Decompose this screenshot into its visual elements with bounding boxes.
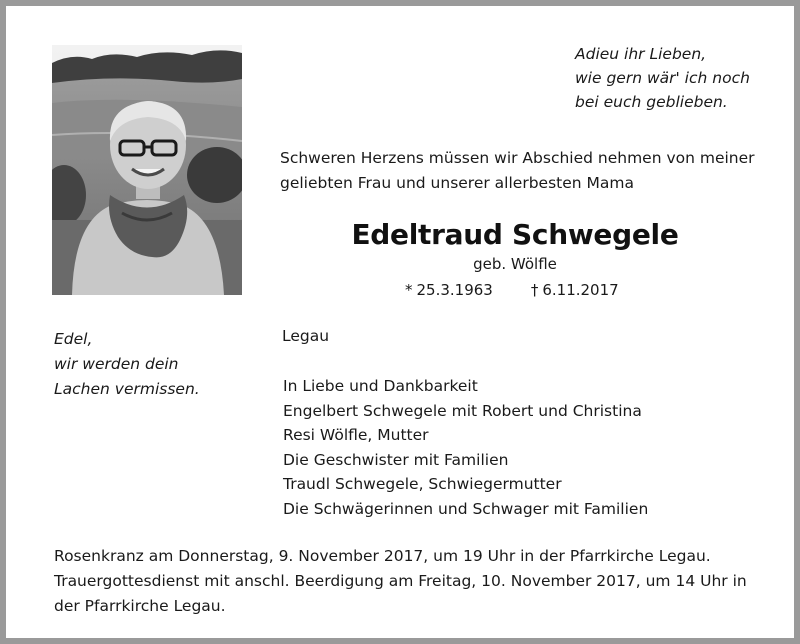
service-details [54, 544, 747, 619]
farewell-line: wir werden dein [54, 355, 179, 373]
mourner-line: Die Schwägerinnen und Schwager mit Familien [283, 499, 649, 518]
death-date: 6.11.2017 [542, 281, 619, 299]
intro-line: geliebten Frau und unserer allerbesten Mama [280, 174, 634, 192]
service-line: der Pfarrkirche Legau. [54, 597, 226, 615]
intro-line: Schweren Herzens müssen wir Abschied nehmen von meiner [280, 149, 755, 167]
mourner-line: In Liebe und Dankbarkeit [283, 377, 478, 395]
farewell-line: Edel, [54, 330, 93, 348]
deceased-name: Edeltraud Schwegele [351, 218, 679, 251]
mourner-line: Resi Wölfle, Mutter [283, 426, 429, 445]
intro-text [280, 146, 755, 196]
farewell-line: Lachen vermissen. [54, 380, 200, 398]
life-dates [405, 281, 619, 299]
service-line: Trauergottesdienst mit anschl. Beerdigung am Freitag, 10. November 2017, um 14 Uhr in [54, 572, 747, 590]
birth-star-icon: * [405, 281, 413, 299]
portrait-photo [52, 45, 242, 295]
mourner-line: Engelbert Schwegele mit Robert und Christina [283, 401, 642, 420]
mourner-line: Die Geschwister mit Familien [283, 450, 509, 469]
farewell-verse [54, 327, 200, 402]
motto-line: bei euch geblieben. [575, 93, 728, 111]
motto-line: Adieu ihr Lieben, [575, 45, 707, 63]
place-name: Legau [282, 327, 330, 345]
motto-verse [575, 42, 750, 114]
death-cross-icon: † [530, 281, 539, 299]
birth-date: 25.3.1963 [416, 281, 493, 299]
birth-name: geb. Wölfle [473, 255, 557, 273]
motto-line: wie gern wär' ich noch [575, 69, 750, 87]
mourner-line: Traudl Schwegele, Schwiegermutter [283, 475, 562, 494]
service-line: Rosenkranz am Donnerstag, 9. November 2017, um 19 Uhr in der Pfarrkirche Legau. [54, 547, 711, 565]
mourners-list [283, 374, 648, 522]
